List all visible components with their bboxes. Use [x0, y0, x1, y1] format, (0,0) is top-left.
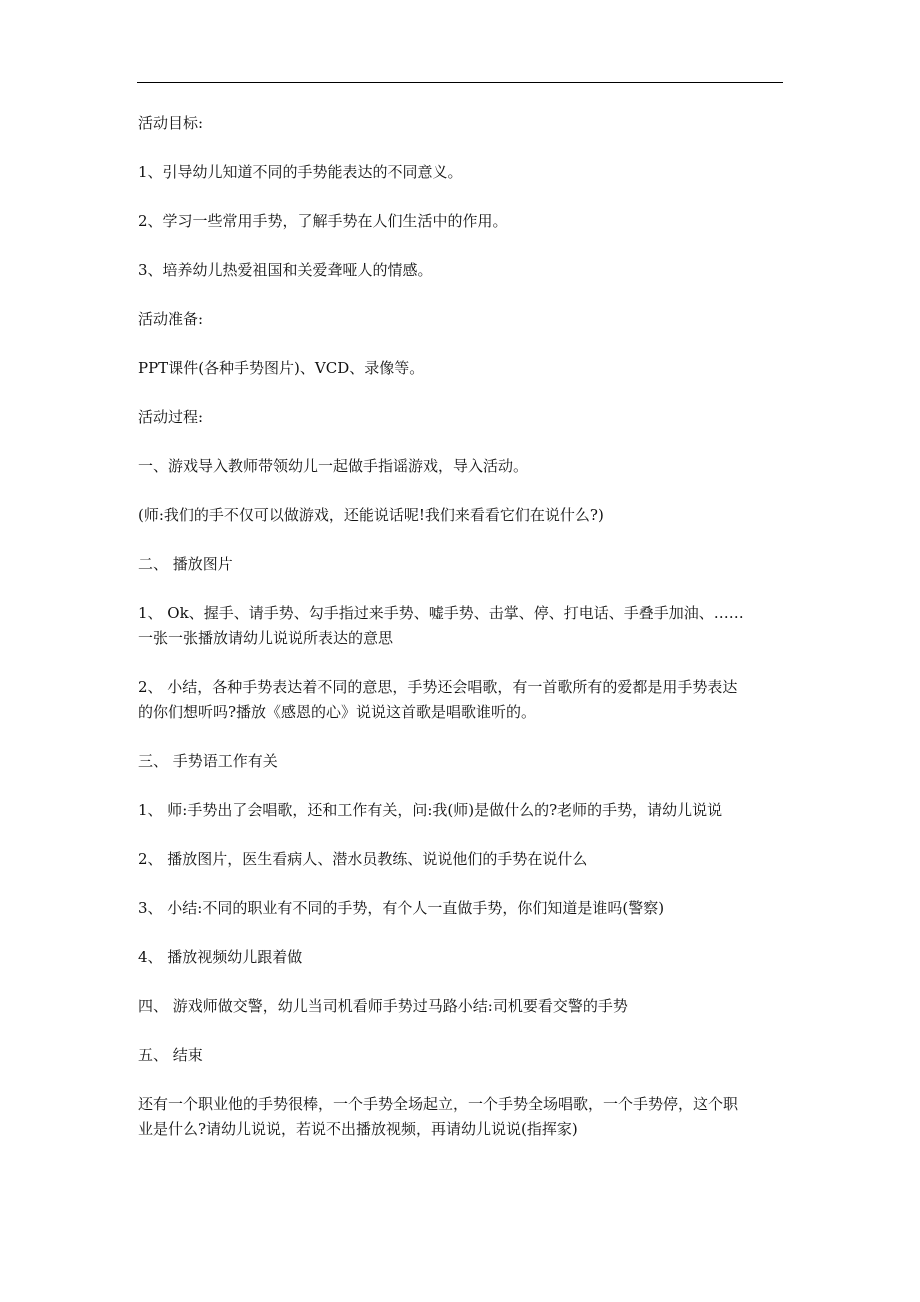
section-3-item-3: 3、 小结:不同的职业有不同的手势，有个人一直做手势，你们知道是谁吗(警察) — [138, 899, 665, 917]
section-3-item-2: 2、 播放图片，医生看病人、潜水员教练、说说他们的手势在说什么 — [138, 850, 588, 868]
goal-item-2: 2、学习一些常用手势，了解手势在人们生活中的作用。 — [138, 212, 508, 230]
heading-activity-process: 活动过程: — [138, 408, 204, 426]
closing-line-1: 还有一个职业他的手势很棒，一个手势全场起立，一个手势全场唱歌，一个手势停，这个职 — [138, 1095, 739, 1113]
heading-activity-goals: 活动目标: — [138, 114, 204, 132]
section-2-item-1 — [138, 601, 786, 651]
heading-activity-prep: 活动准备: — [138, 310, 204, 328]
header-rule — [137, 82, 783, 83]
closing-line-2: 业是什么?请幼儿说说，若说不出播放视频，再请幼儿说说(指挥家) — [138, 1120, 578, 1138]
teacher-quote: (师:我们的手不仅可以做游戏，还能说话呢!我们来看看它们在说什么?) — [138, 506, 604, 524]
section-3-item-4: 4、 播放视频幼儿跟着做 — [138, 948, 303, 966]
section-2-item-1-line-1: 1、 Ok、握手、请手势、勾手指过来手势、嘘手势、击掌、停、打电话、手叠手加油、…… — [138, 604, 744, 622]
prep-materials: PPT课件(各种手势图片)、VCD、录像等。 — [138, 359, 425, 377]
document-body — [138, 111, 786, 1166]
section-2-heading: 二、 播放图片 — [138, 555, 233, 573]
section-2-item-2-line-2: 的你们想听吗?播放《感恩的心》说说这首歌是唱歌谁听的。 — [138, 703, 537, 721]
goal-item-3: 3、培养幼儿热爱祖国和关爱聋哑人的情感。 — [138, 261, 433, 279]
section-3-heading: 三、 手势语工作有关 — [138, 752, 278, 770]
goal-item-1: 1、引导幼儿知道不同的手势能表达的不同意义。 — [138, 163, 463, 181]
section-4-heading: 四、 游戏师做交警，幼儿当司机看师手势过马路小结:司机要看交警的手势 — [138, 997, 628, 1015]
section-2-item-2 — [138, 675, 786, 725]
section-2-item-2-line-1: 2、 小结，各种手势表达着不同的意思，手势还会唱歌，有一首歌所有的爱都是用手势表达 — [138, 678, 738, 696]
closing-paragraph — [138, 1092, 786, 1142]
process-step-1: 一、游戏导入教师带领幼儿一起做手指谣游戏，导入活动。 — [138, 457, 529, 475]
section-5-heading: 五、 结束 — [138, 1046, 203, 1064]
section-3-item-1: 1、 师:手势出了会唱歌，还和工作有关，问:我(师)是做什么的?老师的手势，请幼儿说说 — [138, 801, 723, 819]
section-2-item-1-line-2: 一张一张播放请幼儿说说所表达的意思 — [138, 629, 394, 647]
